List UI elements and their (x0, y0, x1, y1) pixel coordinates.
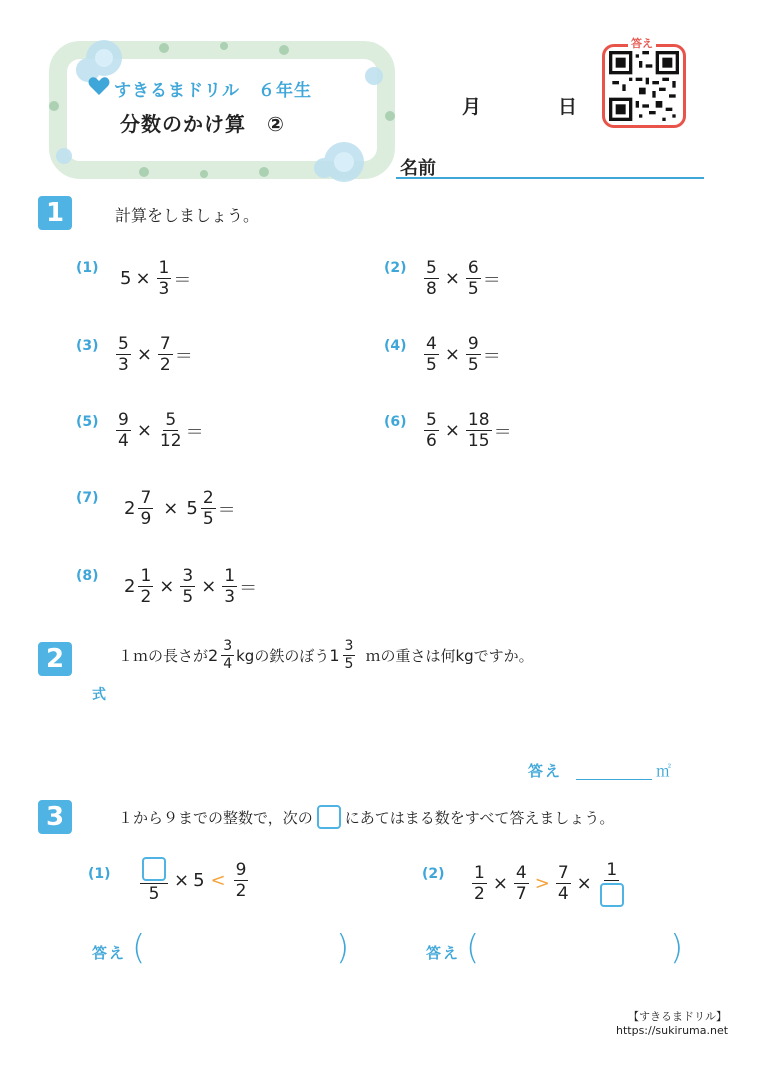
answer-unit: ㎡ (656, 762, 672, 780)
fraction: $\frac{3}{5}$ (182, 566, 194, 607)
equals-sign: ＝ (239, 577, 258, 599)
problem-2-label: (2) (384, 260, 407, 276)
qr-answer-label: 答え (628, 35, 656, 51)
fraction: $\frac{1}{3}$ (158, 258, 170, 299)
heart-icon (88, 76, 110, 96)
answer-field-3-2[interactable] (484, 934, 664, 970)
problem-6 (422, 410, 512, 451)
question-text: にあてはまる数をすべて答えましょう。 (344, 808, 615, 827)
times-sign: × (135, 268, 151, 289)
problem-4 (422, 334, 501, 375)
name-label: 名前 (400, 158, 436, 179)
equals-sign: ＝ (217, 499, 236, 521)
problem-8-label: (8) (76, 568, 99, 584)
fraction: $\frac{3}{5}$ (344, 638, 354, 672)
fraction: $\frac{6}{5}$ (467, 258, 479, 299)
problem-2 (422, 258, 501, 299)
question-text: ｍの重さは何kgですか。 (365, 647, 534, 665)
q3-2-expression (470, 860, 628, 907)
blank-box-icon (317, 805, 341, 829)
fraction: $\frac{9}{5}$ (467, 334, 479, 375)
section-2-question (118, 638, 534, 673)
answer-label-3-2: 答え (426, 944, 461, 962)
problem-6-label: (6) (384, 414, 407, 430)
times-sign: × (201, 576, 217, 597)
whole-part: 2 (124, 576, 136, 597)
q3-1-expression (138, 856, 250, 904)
fraction-with-blank: 5 (140, 856, 168, 904)
whole-number: 5 (120, 268, 132, 289)
paren-open: ( (132, 928, 146, 968)
fraction: $\frac{1}{2}$ (140, 566, 152, 607)
less-than-sign: < (210, 869, 226, 891)
fraction: $\frac{4}{5}$ (426, 334, 437, 375)
month-label: 月 (462, 96, 482, 118)
blank-input[interactable] (142, 857, 166, 881)
problem-3 (114, 334, 193, 375)
blank-input[interactable] (600, 883, 624, 907)
times-sign: × (163, 498, 179, 519)
problem-1-label: (1) (76, 260, 99, 276)
name-underline[interactable] (396, 177, 704, 179)
greater-than-sign: > (534, 873, 550, 894)
fraction: $\frac{18}{15}$ (467, 410, 490, 451)
answer-label-2: 答え (528, 762, 563, 780)
fraction: $\frac{7}{2}$ (159, 334, 171, 375)
formula-label: 式 (92, 687, 106, 703)
problem-5-label: (5) (76, 414, 99, 430)
whole-part: 2 (208, 646, 219, 665)
fraction: $\frac{1}{3}$ (224, 566, 236, 607)
times-sign: × (159, 576, 175, 597)
footer-url[interactable]: https://sukiruma.net (616, 1024, 729, 1037)
fraction: $\frac{1}{2}$ (474, 863, 485, 904)
section-3-badge: 3 (38, 800, 72, 834)
question-text: kgの鉄のぼう (236, 647, 330, 665)
times-sign: × (174, 869, 190, 891)
question-text: １ｍの長さが (118, 647, 209, 665)
fraction: $\frac{5}{12}$ (159, 410, 182, 451)
whole-part: 5 (186, 498, 198, 519)
equals-sign: ＝ (482, 269, 501, 291)
times-sign: × (444, 268, 460, 289)
section-2-badge: 2 (38, 642, 72, 676)
equals-sign: ＝ (173, 269, 192, 291)
answer-blank-2[interactable] (576, 779, 652, 780)
day-label: 日 (558, 96, 578, 118)
q3-2-label: (2) (422, 866, 445, 882)
times-sign: × (136, 344, 152, 365)
problem-1 (120, 258, 191, 299)
fraction: $\frac{5}{8}$ (426, 258, 437, 299)
problem-5 (114, 410, 204, 451)
equals-sign: ＝ (174, 345, 193, 367)
times-sign: × (492, 873, 508, 894)
fraction: $\frac{4}{7}$ (515, 863, 527, 904)
paren-open: ( (466, 928, 480, 968)
times-sign: × (576, 873, 592, 894)
fraction: $\frac{5}{3}$ (118, 334, 129, 375)
fraction: $\frac{2}{5}$ (202, 488, 214, 529)
fraction: $\frac{9}{4}$ (118, 410, 129, 451)
problem-4-label: (4) (384, 338, 407, 354)
q3-1-label: (1) (88, 866, 111, 882)
equals-sign: ＝ (482, 345, 501, 367)
fraction: $\frac{5}{6}$ (426, 410, 437, 451)
problem-8 (124, 566, 257, 607)
footer-brand: 【すきるまドリル】 (628, 1010, 727, 1023)
equals-sign: ＝ (493, 421, 512, 443)
whole-part: 2 (124, 498, 136, 519)
paren-close: ) (336, 928, 350, 968)
qr-code[interactable] (602, 44, 686, 128)
fraction: $\frac{7}{4}$ (557, 863, 569, 904)
page-title: 分数のかけ算 ② (120, 112, 285, 136)
times-sign: × (444, 420, 460, 441)
fraction: $\frac{9}{2}$ (235, 859, 247, 901)
whole-number: 5 (193, 869, 205, 891)
equals-sign: ＝ (185, 421, 204, 443)
question-text: １から９までの整数で，次の (118, 808, 313, 827)
times-sign: × (444, 344, 460, 365)
section-3-question (118, 805, 614, 829)
section-1-badge: 1 (38, 196, 72, 230)
whole-part: 1 (329, 646, 340, 665)
times-sign: × (136, 420, 152, 441)
paren-close: ) (670, 928, 684, 968)
problem-7-label: (7) (76, 490, 99, 506)
problem-3-label: (3) (76, 338, 99, 354)
problem-7 (124, 488, 236, 529)
answer-field-3-1[interactable] (150, 934, 330, 970)
fraction-with-blank: 1 (598, 860, 626, 907)
series-label: すきるまドリル ６年生 (114, 81, 312, 101)
answer-label-3-1: 答え (92, 944, 127, 962)
section-1-instruction: 計算をしましょう。 (115, 206, 260, 225)
fraction: $\frac{3}{4}$ (223, 638, 233, 672)
fraction: $\frac{7}{9}$ (140, 488, 152, 529)
